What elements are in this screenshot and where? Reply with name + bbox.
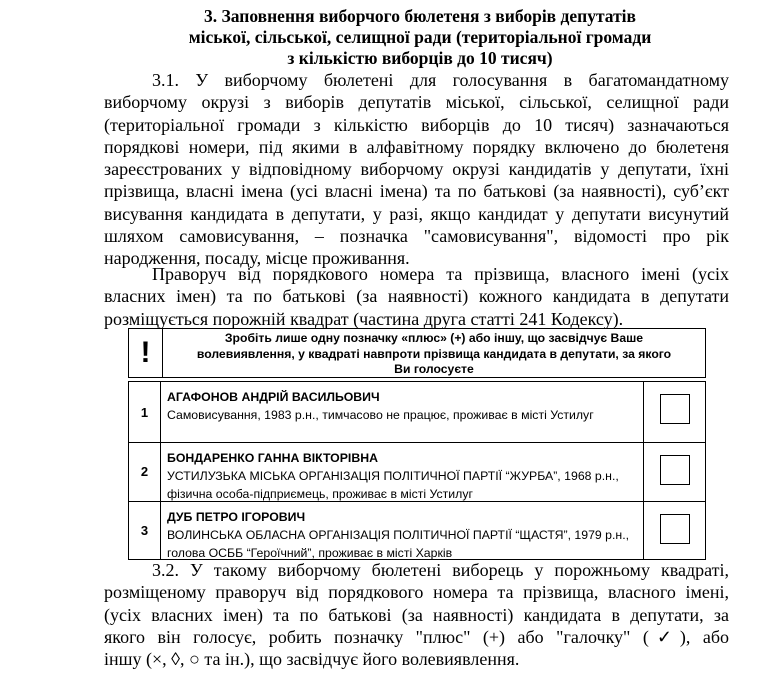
text-line: (усіх власних імен) та по батькові (за наявності) кандидата в депутати, за xyxy=(104,604,729,625)
text-line: якого він голосує, робить позначку "плюс" (+) або "галочку" (✓), або xyxy=(104,626,729,647)
vote-checkbox[interactable] xyxy=(660,514,690,544)
vote-cell xyxy=(643,443,705,501)
vote-cell xyxy=(643,502,705,560)
paragraph-3-2 xyxy=(104,559,729,670)
heading-line: міської, сільської, селищної ради (територіальної громади xyxy=(188,27,652,47)
vote-checkbox[interactable] xyxy=(660,394,690,424)
ballot-table xyxy=(128,381,706,560)
exclamation-icon: ! xyxy=(129,329,163,377)
text-line: висування кандидата в депутати, у разі, якщо кандидат у депутати висунутий xyxy=(104,203,729,224)
heading-line: 3. Заповнення виборчого бюлетеня з виборів депутатів xyxy=(204,6,636,26)
section-heading xyxy=(110,6,730,69)
candidate-details xyxy=(167,388,625,424)
candidate-details xyxy=(167,508,630,562)
text-line: розміщується порожній квадрат (частина друга статті 241 Кодексу). xyxy=(104,308,624,329)
candidate-row xyxy=(129,442,705,501)
notice-line: Ви голосуєте xyxy=(394,362,474,376)
text-line: прізвища, власні імена (усі власні імена) та по батькові (за наявності), суб’єкт xyxy=(104,181,729,202)
ballot-notice xyxy=(128,328,706,378)
candidate-name: БОНДАРЕНКО ГАННА ВІКТОРІВНА xyxy=(167,451,378,465)
text-line: народження, посаду, місце проживання. xyxy=(104,248,410,269)
paragraph-empty-square xyxy=(104,263,729,330)
vote-checkbox[interactable] xyxy=(660,455,690,485)
candidate-info: ВОЛИНСЬКА ОБЛАСНА ОРГАНІЗАЦІЯ ПОЛІТИЧНОЇ ПАРТІЇ “ЩАСТЯ”, 1979 р.н., xyxy=(167,527,630,542)
candidate-info: фізична особа-підприємець, проживає в місті Устилуг xyxy=(167,487,473,501)
text-line: 3.2. У такому виборчому бюлетені виборець у порожньому квадраті, xyxy=(152,560,729,580)
vote-cell xyxy=(643,382,705,442)
notice-text xyxy=(163,331,705,378)
candidate-info: УСТИЛУЗЬКА МІСЬКА ОРГАНІЗАЦІЯ ПОЛІТИЧНОЇ ПАРТІЇ “ЖУРБА”, 1968 р.н., xyxy=(167,469,619,483)
text-line: шляхом самовисування, – позначка "самовисування", відомості про рік xyxy=(104,226,729,247)
candidate-row xyxy=(129,501,705,560)
notice-line: волевиявлення, у квадраті навпроти прізвища кандидата в депутати, за якого xyxy=(196,346,672,361)
candidate-number: 2 xyxy=(129,443,161,501)
candidate-name: АГАФОНОВ АНДРІЙ ВАСИЛЬОВИЧ xyxy=(167,390,380,404)
text-line: розміщеному праворуч від порядкового номера та прізвища, власного імені, xyxy=(104,582,729,603)
notice-line: Зробіть лише одну позначку «плюс» (+) або іншу, що засвідчує Ваше xyxy=(224,331,644,345)
candidate-info: голова ОСББ “Героїчний”, проживає в місті Харків xyxy=(167,545,453,560)
text-line: порядкові номери, під якими в алфавітному порядку включено до бюлетеня xyxy=(104,136,729,157)
text-line: 3.1. У виборчому бюлетені для голосування в багатомандатному xyxy=(152,70,729,90)
candidate-name: ДУБ ПЕТРО ІГОРОВИЧ xyxy=(167,509,306,524)
heading-line: з кількістю виборців до 10 тисяч) xyxy=(287,48,553,68)
candidate-details xyxy=(167,449,625,503)
text-line: (територіальної громади з кількістю виборців до 10 тисяч) зазначаються xyxy=(104,114,729,135)
text-line: виборчому окрузі з виборів депутатів міської, сільської, селищної ради xyxy=(104,92,729,113)
text-line: Праворуч від порядкового номера та прізвища, власного імені (усіх xyxy=(152,264,729,284)
candidate-number: 1 xyxy=(129,382,161,442)
candidate-info: Самовисування, 1983 р.н., тимчасово не працює, проживає в місті Устилуг xyxy=(167,408,594,422)
text-line: власних імен) та по батькові (за наявності) кожного кандидата в депутати xyxy=(104,286,729,307)
paragraph-3-1 xyxy=(104,69,729,270)
text-line: іншу (×, ◊, ○ та ін.), що засвідчує його волевиявлення. xyxy=(104,649,520,670)
candidate-row xyxy=(129,382,705,442)
candidate-number: 3 xyxy=(129,502,161,560)
text-line: зареєстрованих у відповідному виборчому окрузі кандидатів у депутати, їхні xyxy=(104,159,729,180)
